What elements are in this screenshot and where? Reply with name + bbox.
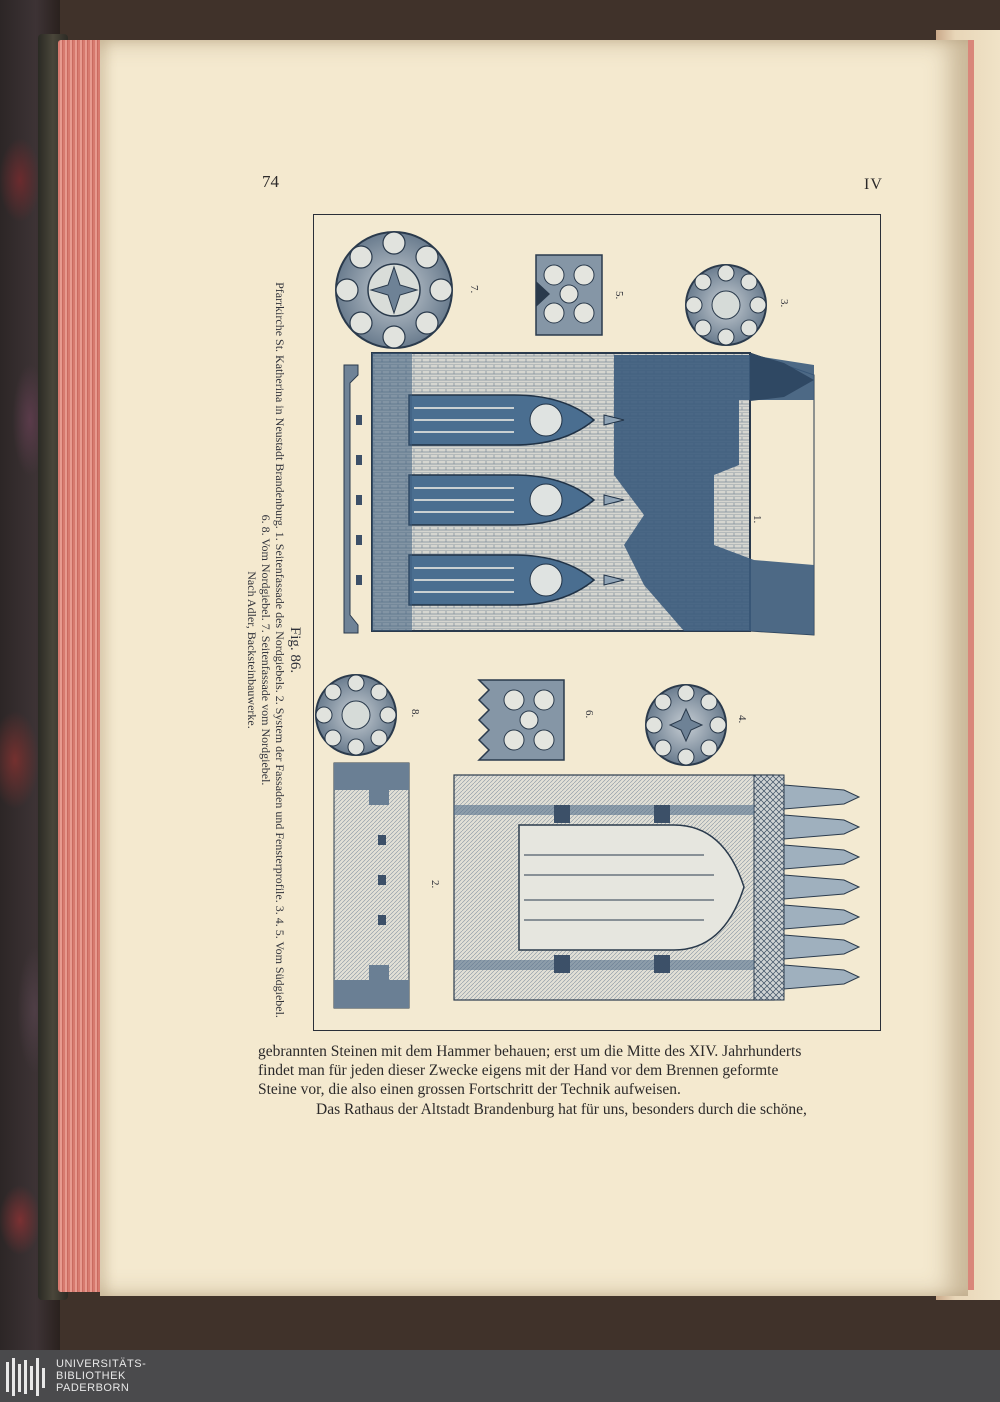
text-line: Steine vor, die also einen grossen Fortschritt der Technik aufweisen. bbox=[258, 1081, 681, 1098]
figure-plate bbox=[313, 214, 881, 1031]
profile-strip bbox=[344, 365, 362, 633]
rosette-3 bbox=[686, 265, 766, 345]
page-edges bbox=[58, 40, 104, 1292]
page-number: 74 bbox=[262, 172, 279, 191]
caption-source: Nach Adler, Backsteinbauwerke. bbox=[245, 571, 259, 729]
profile-2 bbox=[334, 763, 409, 1008]
text-line: Das Rathaus der Altstadt Brandenburg hat für uns, besonders durch die schöne, bbox=[316, 1101, 807, 1118]
fig-number-7: 7. bbox=[468, 285, 480, 294]
fig-number-6: 6. bbox=[583, 710, 595, 719]
plate-number: IV bbox=[864, 176, 883, 193]
figure-illustration bbox=[314, 215, 880, 1030]
library-line: UNIVERSITÄTS- bbox=[56, 1358, 147, 1370]
text-line: gebrannten Steinen mit dem Hammer behauen; erst um die Mitte des XIV. Jahrhunderts bbox=[258, 1043, 802, 1060]
fig-number-2: 2. bbox=[429, 880, 441, 889]
fig-number-1: 1. bbox=[751, 515, 763, 524]
fig-number-4: 4. bbox=[736, 715, 748, 724]
library-logo-icon bbox=[6, 1358, 46, 1396]
caption-line-1: Pfarrkirche St. Katherina in Neustadt Brandenburg. 1. Seitenfassade des Nordgiebels. 2. System der Fassaden und Fensterprofile. 3. 4. 5. Vom Südgiebel. bbox=[273, 282, 287, 1018]
library-line: BIBLIOTHEK bbox=[56, 1370, 126, 1382]
fig-number-8: 8. bbox=[409, 709, 421, 718]
window-system-2 bbox=[454, 775, 859, 1000]
body-text bbox=[258, 1042, 878, 1119]
caption-line-2: 6. 8. Vom Nordgiebel. 7. Seitenfassade vom Nordgiebel. bbox=[259, 514, 273, 786]
rosette-7 bbox=[336, 232, 452, 348]
facade-1 bbox=[372, 353, 814, 635]
fig-number-5: 5. bbox=[613, 291, 625, 300]
figure-label: Fig. 86. bbox=[287, 626, 303, 674]
library-footer bbox=[0, 1350, 1000, 1402]
fig-number-3: 3. bbox=[778, 299, 790, 308]
tracery-6 bbox=[479, 680, 564, 760]
text-line: findet man für jeden dieser Zwecke eigens mit der Hand vor dem Brennen geformte bbox=[258, 1062, 779, 1079]
rosette-4 bbox=[646, 685, 726, 765]
tracery-5 bbox=[536, 255, 602, 335]
figure-caption bbox=[245, 270, 303, 1030]
library-line: PADERBORN bbox=[56, 1382, 130, 1394]
library-name bbox=[56, 1358, 146, 1394]
rosette-8 bbox=[316, 675, 396, 755]
